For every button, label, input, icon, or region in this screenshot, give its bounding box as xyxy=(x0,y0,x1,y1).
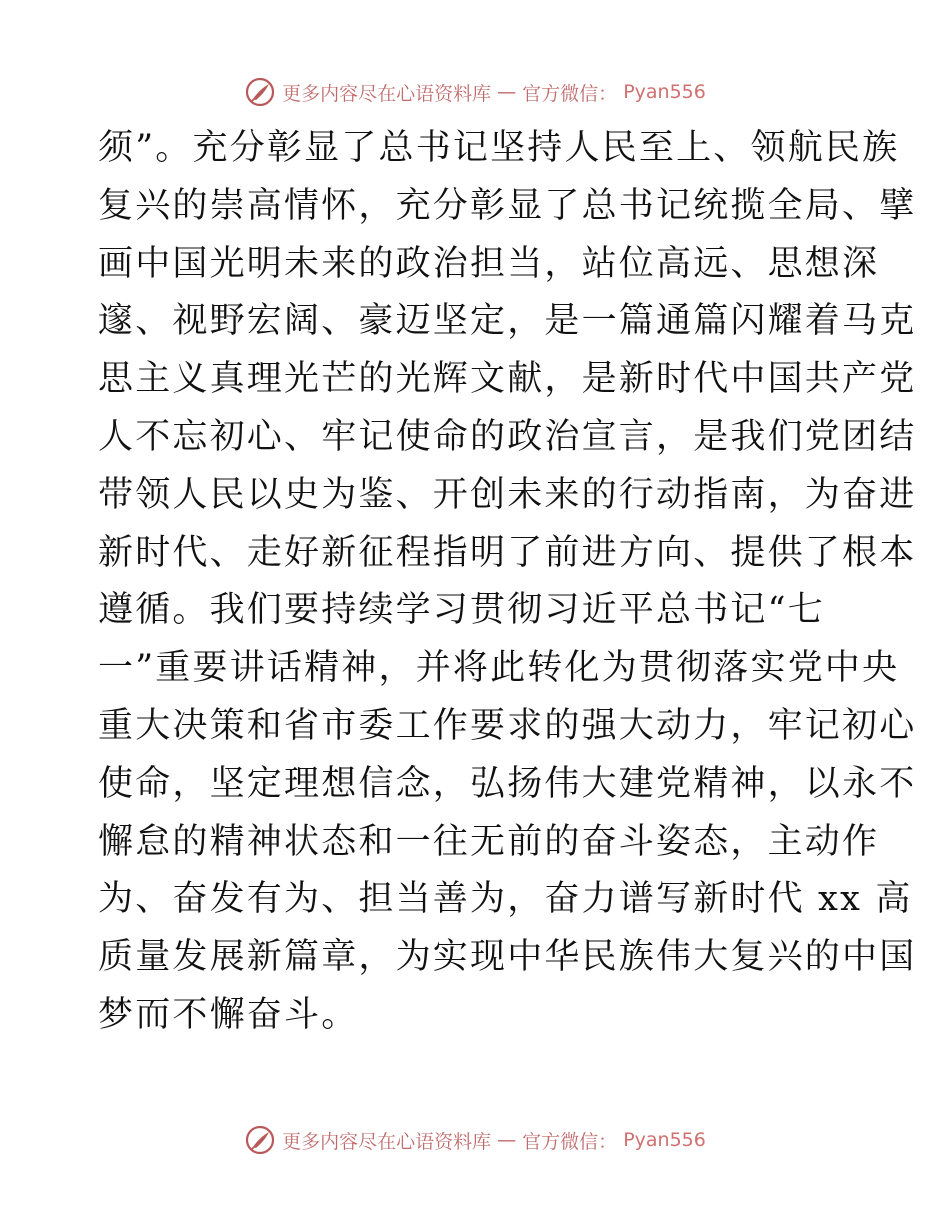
header-watermark xyxy=(0,76,950,108)
watermark-wechat-id: Pyan556 xyxy=(623,81,706,103)
body-line: 新时代、走好新征程指明了前进方向、提供了根本 xyxy=(98,532,917,573)
watermark-wechat-label: 官方微信： xyxy=(522,1130,618,1153)
body-line: 质量发展新篇章，为实现中华民族伟大复兴的中国 xyxy=(98,937,917,978)
footer-watermark xyxy=(0,1124,950,1156)
body-line: 画中国光明未来的政治担当，站位高远、思想深 xyxy=(98,243,880,284)
body-line: 须”。充分彰显了总书记坚持人民至上、领航民族 xyxy=(98,128,900,168)
watermark-separator: — xyxy=(497,81,517,103)
body-line: 人不忘初心、牢记使命的政治宣言，是我们党团结 xyxy=(98,416,917,457)
watermark-text: 更多内容尽在心语资料库 xyxy=(282,1130,492,1153)
body-line: 复兴的崇高情怀，充分彰显了总书记统揽全局、擘 xyxy=(98,185,917,226)
watermark-wechat-label: 官方微信： xyxy=(522,82,618,105)
document-body xyxy=(98,120,917,1045)
body-line: 重大决策和省市委工作要求的强大动力，牢记初心 xyxy=(98,705,917,746)
body-line: 思主义真理光芒的光辉文献，是新时代中国共产党 xyxy=(98,359,917,400)
body-line: 一”重要讲话精神，并将此转化为贯彻落实党中央 xyxy=(98,648,900,689)
body-line: 邃、视野宏阔、豪迈坚定，是一篇通篇闪耀着马克 xyxy=(98,301,917,342)
watermark-wechat-id: Pyan556 xyxy=(623,1129,706,1151)
quill-pen-logo-icon xyxy=(244,1124,276,1156)
watermark-separator: — xyxy=(497,1129,517,1151)
quill-pen-logo-icon xyxy=(244,76,276,108)
watermark-text: 更多内容尽在心语资料库 xyxy=(282,82,492,105)
body-line: 为、奋发有为、担当善为，奋力谱写新时代 xx 高 xyxy=(98,879,913,920)
body-line: 遵循。我们要持续学习贯彻习近平总书记“七 xyxy=(98,590,825,631)
body-line: 梦而不懈奋斗。 xyxy=(98,994,359,1035)
body-line: 懈怠的精神状态和一往无前的奋斗姿态，主动作 xyxy=(98,821,880,862)
body-line: 使命，坚定理想信念，弘扬伟大建党精神，以永不 xyxy=(98,763,917,804)
body-line: 带领人民以史为鉴、开创未来的行动指南，为奋进 xyxy=(98,474,917,515)
